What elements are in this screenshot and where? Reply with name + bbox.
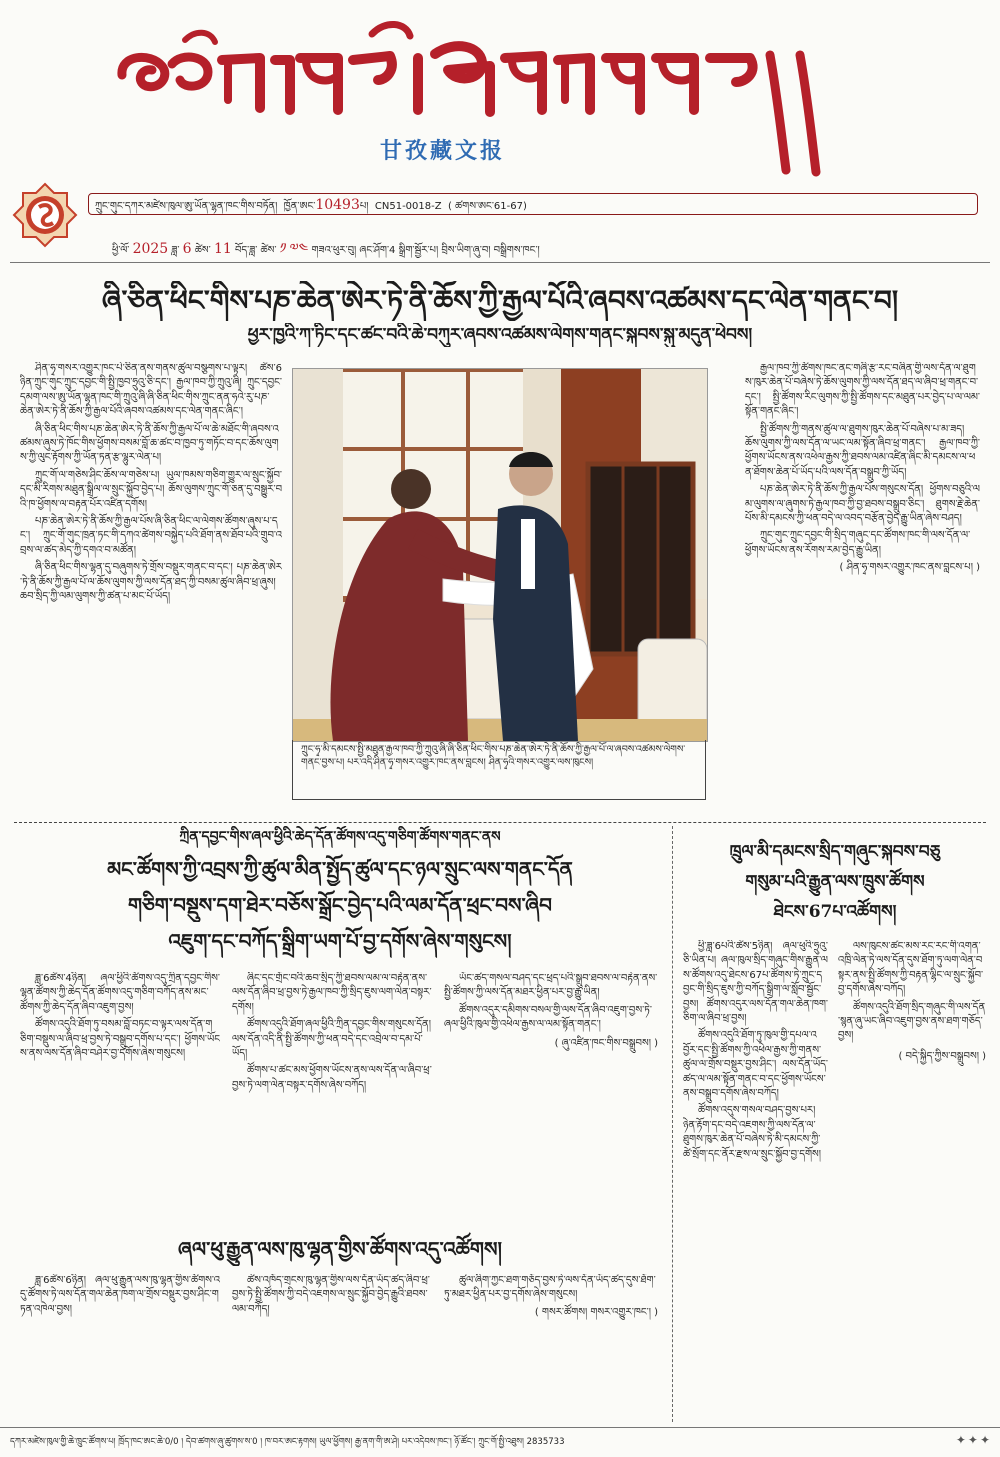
article1-paragraph: ཀྲུང་གུང་ཀྲུང་དབྱང་གི་སྲིད་གཞུང་དང་ཚོགས་ཁང་གི་ལས་དོན་ལ་ཕྱོགས་ཡོངས་ནས་རོགས་རམ་བྱེད་རྒྱུ་ཡིན། (745, 530, 971, 556)
date-line (112, 232, 992, 272)
article3-column (232, 1274, 432, 1414)
article2-headline-line: འཇུག་དང་བཀོད་སྒྲིག་ཡག་པོ་བྱ་དགོས་ཞེས་གསུངས། (168, 929, 512, 953)
sidebar-column (683, 940, 828, 1418)
article3-paragraph: ཚེས་འཁོད་གྲངས་ཁུ་ལྷན་གྱིས་ལས་དོན་ཡོད་ཚད་ཞིབ་ཕྲ་བྱས་ཏེ་སྤྱི་ཚོགས་ཀྱི་བདེ་འཇགས་ལ་སྲུང་སྐྱོབ་བྱེད་རྒྱུའི་ཐབས་ལམ་བཀོད། (232, 1275, 430, 1315)
article2-paragraph: ཞིང་དང་གྲོང་བའི་ཆབ་སྲིད་ཀྱི་ཐབས་ལམ་ལ་བརྟེན་ནས་ལས་དོན་ཞིབ་ཕྲ་བྱས་ཏེ་རྒྱལ་ཁབ་ཀྱི་སྲིད་ཇུས་ལག་ལེན་བསྟར་དགོས། (232, 973, 432, 1013)
sidebar-paragraph: ཚོགས་འདུའི་ཐོག་སྲིད་གཞུང་གི་ལས་དོན་སྙན་ཞུ་ཡང་ཞིབ་འཇུག་བྱས་ནས་ཐག་གཅོད་བྱས། (838, 1001, 986, 1042)
sidebar-paragraph: ཚོགས་འདུའི་ཐོག་ཏུ་ཁུལ་གྱི་དཔལ་འབྱོར་དང་སྤྱི་ཚོགས་ཀྱི་འཕེལ་རྒྱས་ཀྱི་གནས་ཚུལ་ལ་གྲོས་བསྡུར་བྱས་ཤིང་། ལས་དོན་ཡོད་ཚད་ལ་ལམ་སྟོན་གནང་བ་དང་ཕྱོགས་ཡོངས་ནས་བསྒྲུབ་དགོས་ཞེས་བཀོད། (683, 1030, 828, 1100)
article2-column (20, 972, 220, 1200)
date-tibetan-number: ༧༤ (289, 241, 309, 257)
article2-kicker: ཀྲིན་དབྱང་གིས་ཞལ་ཕྱིའི་ཆེད་དོན་ཚོགས་འདུ་གཅིག་ཚོགས་གནང་ནས (179, 829, 501, 845)
publisher-text: ཀྲུང་གུང་དཀར་མཛེས་ཁུལ་ཨུ་ཡོན་ལྷན་ཁང་གིས་བཏོན། (95, 201, 278, 212)
article1-right-column (745, 362, 980, 802)
article3-column (20, 1274, 220, 1414)
article2-paragraph: ཚོགས་པ་ཚང་མས་ཕྱོགས་ཡོངས་ནས་ལས་དོན་ལ་ཞིབ་ཕྲ་བྱས་ཏེ་ལག་ལེན་བསྟར་དགོས་ཞེས་བཀོད། (232, 1065, 432, 1091)
sidebar-paragraph: ཕྱི་ཟླ་6པའི་ཚེས་5ཉིན། ཞལ་ཕུའི་ཧྲུའུ་ཅི་ཡིན་པ། ཞལ་ཁུལ་སྲིད་གཞུང་གིས་རྒྱུན་ལས་ཚོགས་འདུ་ཐེངས་67པ་ཚོགས་ཏེ་ཀྲུང་དབྱང་གི་སྲིད་ཇུས་ཀྱི་བཀོད་སྒྲིག་ལ་སློབ་སྦྱོང་བྱས། ཚོགས་འདུར་ལས་དོན་གལ་ཆེན་ཁག་ཅིག་ལ་ཞིབ་ཕྲ་བྱས། (683, 941, 828, 1025)
issue-suffix: པ། (359, 201, 369, 212)
date-tibetan-day: ༡ (279, 241, 287, 257)
column-divider (672, 826, 673, 1422)
article1-paragraph: སྤྱི་ཚོགས་ཀྱི་གནས་ཚུལ་ལ་ཐུགས་ཁུར་ཆེན་པོ་བཞེས་པ་མ་ཟད། ཆོས་ལུགས་ཀྱི་ལས་དོན་ལ་ཡང་ལམ་སྟོན་ཞིབ་ཕྲ་གནང་། རྒྱལ་ཁབ་ཀྱི་ཕྱོགས་ཡོངས་ནས་འཕེལ་རྒྱས་ཀྱི་ཐབས་ལམ་འཛིན་ཞིང་མི་དམངས་ལ་ཕན་ཐོགས་ཆེན་པོ་ཡོད་པའི་ལས་དོན་བསྒྲུབ་ཀྱི་ཡོད། (745, 423, 980, 478)
date-tibetan-label: བོད་ཟླ་ ཚེས་ (234, 245, 277, 256)
footer-info: དཀར་མཛེས་ཁུལ་གྱི་ཆེ་ཁྲུང་ཚོགས་པ། ཁྲོད་ཁང་ཨང་ཆེ་0/0 ། དེབ་ཚགས་ཞུ་ཚུགས་ས་0 ། ཁ་བར་ཨང་རྟགས། ཡུལ་ཕྱོགས། རྒྱ་ནག་གི་ཨ་ཤེ། པར་འདེབས་ཁང་། ཉོ་ཚོང་། ཀྲུང་གོ་སྤྱི་འཐུས། 2835733 (0, 1427, 1000, 1457)
article1-left-column (20, 362, 282, 802)
date-month: 6 (182, 241, 192, 257)
sidebar-headline-line: གསུམ་པའི་རྒྱུན་ལས་ཁྲུས་ཚོགས (745, 872, 925, 892)
article1-paragraph: པཎ་ཆེན་ཨེར་ཏེ་ནི་ཆོས་ཀྱི་རྒྱལ་པོས་གསུངས་དོན། ཕྱོགས་བཅུའི་ལམ་ལུགས་ལ་ཞུགས་ཏེ་རྒྱལ་ཁབ་ཀྱི་བྱ་ཐབས་བསྒྲུབ་ཅིང་། ཐུགས་རྗེ་ཆེན་པོས་མི་དམངས་ཀྱི་ཕན་བདེ་ལ་འབད་བརྩོན་བྱེད་རྒྱུ་ཡིན་ཞེས་བཤད། (745, 484, 980, 525)
sidebar-headline-line: ཁྲུལ་མི་དམངས་སྲིད་གཞུང་སྐབས་བཅུ (729, 842, 941, 862)
masthead-divider (10, 262, 990, 263)
article1-paragraph: ཞི་ཅིན་ཕིང་གིས་པཎ་ཆེན་ཨེར་ཏེ་ནི་ཆོས་ཀྱི་རྒྱལ་པོ་ལ་ཆེ་མཐོང་གི་ཞབས་འཚམས་ཞུས་ཏེ་ཁོང་གིས་ཕྱོགས་བསམ་བློ་ཆ་ཚང་བ་ཁྱབ་ཏུ་གཏོང་བ་དང་ཆོས་ལུགས་ཀྱི་ལུང་རྟོགས་ཀྱི་ཡོན་ཏན་རྩ་ལྷུར་ལེན་པ། (20, 423, 279, 464)
sidebar-paragraph: ཚོགས་འདུས་གསལ་བཤད་བྱས་པར། ཉེན་རྟོག་དང་བདེ་འཇགས་ཀྱི་ལས་དོན་ལ་ཐུགས་ཁུར་ཆེན་པོ་བཞེས་ཏེ་མི་དམངས་ཀྱི་ཚེ་སྲོག་དང་ནོར་རྫས་ལ་སྲུང་སྐྱོབ་བྱ་དགོས། (683, 1105, 821, 1160)
article2-credit: ( ཞུ་འཛིན་ཁང་གིས་བསྒྲུབས། ) (554, 1037, 658, 1049)
article2-paragraph: ཚོགས་འདུའི་ཐོག་ཏུ་བསམ་བློ་བཏང་བ་ལྟར་ལས་དོན་གཅིག་བསྡུས་ལ་ཞིབ་ཕྲ་བྱས་ཏེ་བསྒྲུབ་དགོས་པ་དང་། ཕྱོགས་ཡོངས་ནས་ལས་དོན་ཞིབ་བཤེར་བྱ་དགོས་ཞེས་གསུངས། (20, 1019, 220, 1060)
cn-code: CN51-0018-Z (374, 201, 442, 212)
main-subheadline: ཕྱར་ཁྱའི་ཀ་ཏིང་དང་ཚང་བའི་ཆེ་བཀུར་ཞབས་འཚམས་ལེགས་གནང་སྐབས་སྐུ་མདུན་ཕེབས། (247, 325, 753, 345)
article2-headline-line: གཅིག་བསྡུས་དག་ཐེར་བཅོས་སྒྲོང་བྱེད་པའི་ལམ་དོན་ཕྲང་བས་ཞིབ (128, 893, 552, 917)
sidebar-headline-line: ཐེངས་67པ་འཚོགས། (773, 902, 897, 922)
footer-ornament-icons: ✦✦✦ (955, 1433, 992, 1447)
code-range: ( ཚགས་ཨང་61-67) (447, 201, 527, 212)
article3-paragraph: ཟླ་6ཚེས་6ཉིན། ཞལ་ཕུ་རྒྱུན་ལས་ཁུ་ལྷན་གྱིས་ཚོགས་འདུ་ཚོགས་ཏེ་ལས་དོན་གལ་ཆེན་ཁག་ལ་གྲོས་བསྡུར་བྱས་ཤིང་གཏན་འཁེལ་བྱས། (20, 1275, 220, 1315)
sidebar-paragraph: ལས་ཁུངས་ཚང་མས་རང་རང་གི་འགན་འཁྲི་ལེན་ཏེ་ལས་དོན་དུས་ཐོག་ཏུ་ལག་ལེན་བསྟར་ནས་སྤྱི་ཚོགས་ཀྱི་བརྟན་ལྷིང་ལ་སྲུང་སྐྱོབ་བྱ་དགོས་ཞེས་བཀོད། (838, 941, 984, 996)
issue-label: ཁྱོན་ཨང་ (283, 201, 316, 212)
article2-headline-line: མང་ཚོགས་ཀྱི་འབྲས་ཀྱི་ཚུལ་མིན་སྤྱོད་ཚུལ་དང་ཉལ་སྲུང་ལས་གནང་དོན (107, 857, 573, 881)
date-rest: གཟའ་ཕུར་བུ། ཞང་ཤོག་4 སྒྲིག་སྦྱོར་པ། བྲིས་ཡིག་ཞུ་བ། བསྒྲིགས་ཁང་། (311, 245, 540, 256)
article2-column (232, 972, 432, 1200)
newspaper-logo-icon (12, 182, 78, 248)
masthead-chinese-title: 甘孜藏文报 (380, 138, 506, 164)
info-bar (88, 193, 978, 215)
article1-paragraph: ཀྲུང་གོ་ལ་གཅེས་ཤིང་ཆོས་ལ་གཅེས་པ། ཡུལ་ཁམས་གཅིག་གྱུར་ལ་སྲུང་སྐྱོབ་དང་མི་རིགས་མཐུན་སྒྲིལ་ལ་སྲུང་སྐྱོབ་བྱེད་པ། ཆོས་ལུགས་ཀྲུང་གོ་ཅན་དུ་བསྒྱུར་བའི་ཁ་ཕྱོགས་ལ་བརྟན་པོར་འཛིན་དགོས། (20, 469, 282, 510)
article3-paragraph: ཚུལ་ཞིག་ཀྱང་ཐག་གཅོད་བྱས་ཏེ་ལས་དོན་ཡོད་ཚད་དུས་ཐོག་ཏུ་མཐར་ཕྱིན་པར་བྱ་དགོས་ཞེས་གསུངས། (444, 1275, 656, 1301)
article1-credit: ( ཤིན་ཧྭ་གསར་འགྱུར་ཁང་ནས་བླངས་པ། ) (839, 562, 980, 574)
article2-paragraph: ཚོགས་འདུའི་ཐོག་ཞལ་ཕྱིའི་ཀྲིན་དབྱང་གིས་གསུངས་དོན། ལས་དོན་འདི་ནི་སྤྱི་ཚོགས་ཀྱི་ཕན་བདེ་དང་འབྲེལ་བ་དམ་པོ་ཡོད། (232, 1019, 431, 1060)
date-prefix: ཕྱི་ལོ་ (112, 245, 130, 256)
article3-credit: ( གསར་ཚོགས། གསར་འགྱུར་ཁང་། ) (534, 1306, 658, 1318)
article1-paragraph: ཤིན་ཧྭ་གསར་འགྱུར་ཁང་པེ་ཅིན་ནས་གནས་ཚུལ་བསྩགས་པ་ལྟར། ཚེས་6ཉིན་ཀྲུང་གུང་ཀྲུང་དབྱང་གི་སྤྱི་ཁྱབ་ཧྲུའུ་ཅི་དང་། རྒྱལ་ཁབ་ཀྱི་ཀྲུའུ་ཞི། ཀྲུང་དབྱང་དམག་ལས་ཨུ་ཡོན་ལྷན་ཁང་གི་ཀྲུའུ་ཞི་ཞི་ཅིན་ཕིང་གིས་ཀྲུང་ནན་ཧའེ་རུ་པཎ་ཆེན་ཨེར་ཏེ་ནི་ཆོས་ཀྱི་རྒྱལ་པོའི་ཞབས་འཚམས་དང་ལེན་གནང་ཞིང་། (20, 363, 282, 418)
article2-paragraph: ཟླ་6ཚེས་4ཉིན། ཞལ་ཕྱིའི་ཚོགས་འདུ་ཀྲིན་དབྱང་གིས་ལྷན་ཚོགས་ཀྱི་ཆེད་དོན་ཚོགས་འདུ་གཅིག་བཀོད་ནས་མང་ཚོགས་ཀྱི་ཆེད་དོན་ཞིབ་འཇུག་བྱས། (20, 973, 220, 1013)
article3-headline: ཞལ་ཕུ་རྒྱུན་ལས་ཁུ་ལྷན་གྱིས་ཚོགས་འདུ་འཚོགས། (178, 1237, 502, 1261)
date-year: 2025 (132, 241, 169, 257)
article2-paragraph: ཚོགས་འདུར་དམིགས་བསལ་གྱི་ལས་དོན་ཞིབ་འཇུག་བྱས་ཏེ་ཞལ་ཕྱིའི་ཁུལ་གྱི་འཕེལ་རྒྱས་ལ་ལམ་སྟོན་གནང་། (444, 1004, 652, 1031)
section-divider (14, 822, 986, 823)
sidebar-column (838, 940, 986, 1418)
date-month-label: ཟླ་ (171, 245, 180, 256)
article3-column (444, 1274, 658, 1414)
photo-caption: ཀྲུང་ཧྭ་མི་དམངས་སྤྱི་མཐུན་རྒྱལ་ཁབ་ཀྱི་ཀྲུའུ་ཞི་ཞི་ཅིན་ཕིང་གིས་པཎ་ཆེན་ཨེར་ཏེ་ནི་ཆོས་ཀྱི་རྒྱལ་པོ་ལ་ཞབས་འཚམས་ལེགས་གནང་བྱས་པ། པར་འདི་ཤིན་ཧྭ་གསར་འགྱུར་ཁང་ནས་བླངས། ཤིན་ཧྭའི་གསར་འགྱུར་ལས་ཁུངས། (292, 740, 706, 800)
sidebar-credit: ( བདེ་སྐྱིད་ཀྱིས་བསྒྲུབས། ) (898, 1050, 986, 1062)
date-day-label: ཚེས་ (194, 245, 211, 256)
article1-paragraph: རྒྱལ་ཁབ་ཀྱི་ཚོགས་ཁང་ནང་གཞི་རྩ་རང་བཞིན་གྱི་ལས་དོན་ལ་ཐུགས་ཁུར་ཆེན་པོ་བཞེས་ཏེ་ཆོས་ལུགས་ཀྱི་ལས་དོན་ཐད་ལ་ཞིབ་ཕྲ་གནང་བ་དང་། སྤྱི་ཚོགས་རིང་ལུགས་ཀྱི་སྤྱི་ཚོགས་དང་མཐུན་པར་བྱེད་པ་ལ་ལམ་སྟོན་གནང་ཞིང་། (745, 363, 980, 418)
date-day: 11 (213, 241, 232, 257)
article2-column (444, 972, 658, 1212)
main-headline: ཞི་ཅིན་ཕིང་གིས་པཎ་ཆེན་ཨེར་ཏེ་ནི་ཆོས་ཀྱི་རྒྱལ་པོའི་ཞབས་འཚམས་དང་ལེན་གནང་བ། (101, 284, 899, 317)
article1-paragraph: པཎ་ཆེན་ཨེར་ཏེ་ནི་ཆོས་ཀྱི་རྒྱལ་པོས་ཞི་ཅིན་ཕིང་ལ་ལེགས་ཚོགས་ཞུས་པ་དང་། ཀྲུང་གོ་གུང་ཁྲན་ཏང་གི་དཀའ་ཚེགས་བསྐྱེད་པའི་ཐོག་ནས་ཐོབ་པའི་གྲུབ་འབྲས་ལ་ཚད་མེད་ཀྱི་དགའ་བ་མཚོན། (20, 516, 282, 556)
issue-number: 10493 (315, 197, 360, 213)
meeting-photo (292, 368, 708, 742)
article1-paragraph: ཞི་ཅིན་ཕིང་གིས་ལྷན་དུ་བཞུགས་ཏེ་གྲོས་བསྡུར་གནང་བ་དང་། པཎ་ཆེན་ཨེར་ཏེ་ནི་ཆོས་ཀྱི་རྒྱལ་པོ་ལ་ཆོས་ལུགས་ཀྱི་ལས་དོན་ཐད་ཀྱི་བསམ་ཚུལ་ཞིབ་ཕྲ་ཞུས། ཆབ་སྲིད་ཀྱི་ལམ་ལུགས་ཀྱི་ཚན་པ་མང་པོ་ཡོད། (20, 562, 282, 603)
article2-paragraph: ཡོང་ཚད་གསལ་བཤད་དང་ཕྲད་པའི་སྒྲུབ་ཐབས་ལ་བརྟེན་ནས་སྤྱི་ཚོགས་ཀྱི་ལས་དོན་མཐར་ཕྱིན་པར་བྱ་རྒྱུ་ཡིན། (444, 973, 658, 999)
